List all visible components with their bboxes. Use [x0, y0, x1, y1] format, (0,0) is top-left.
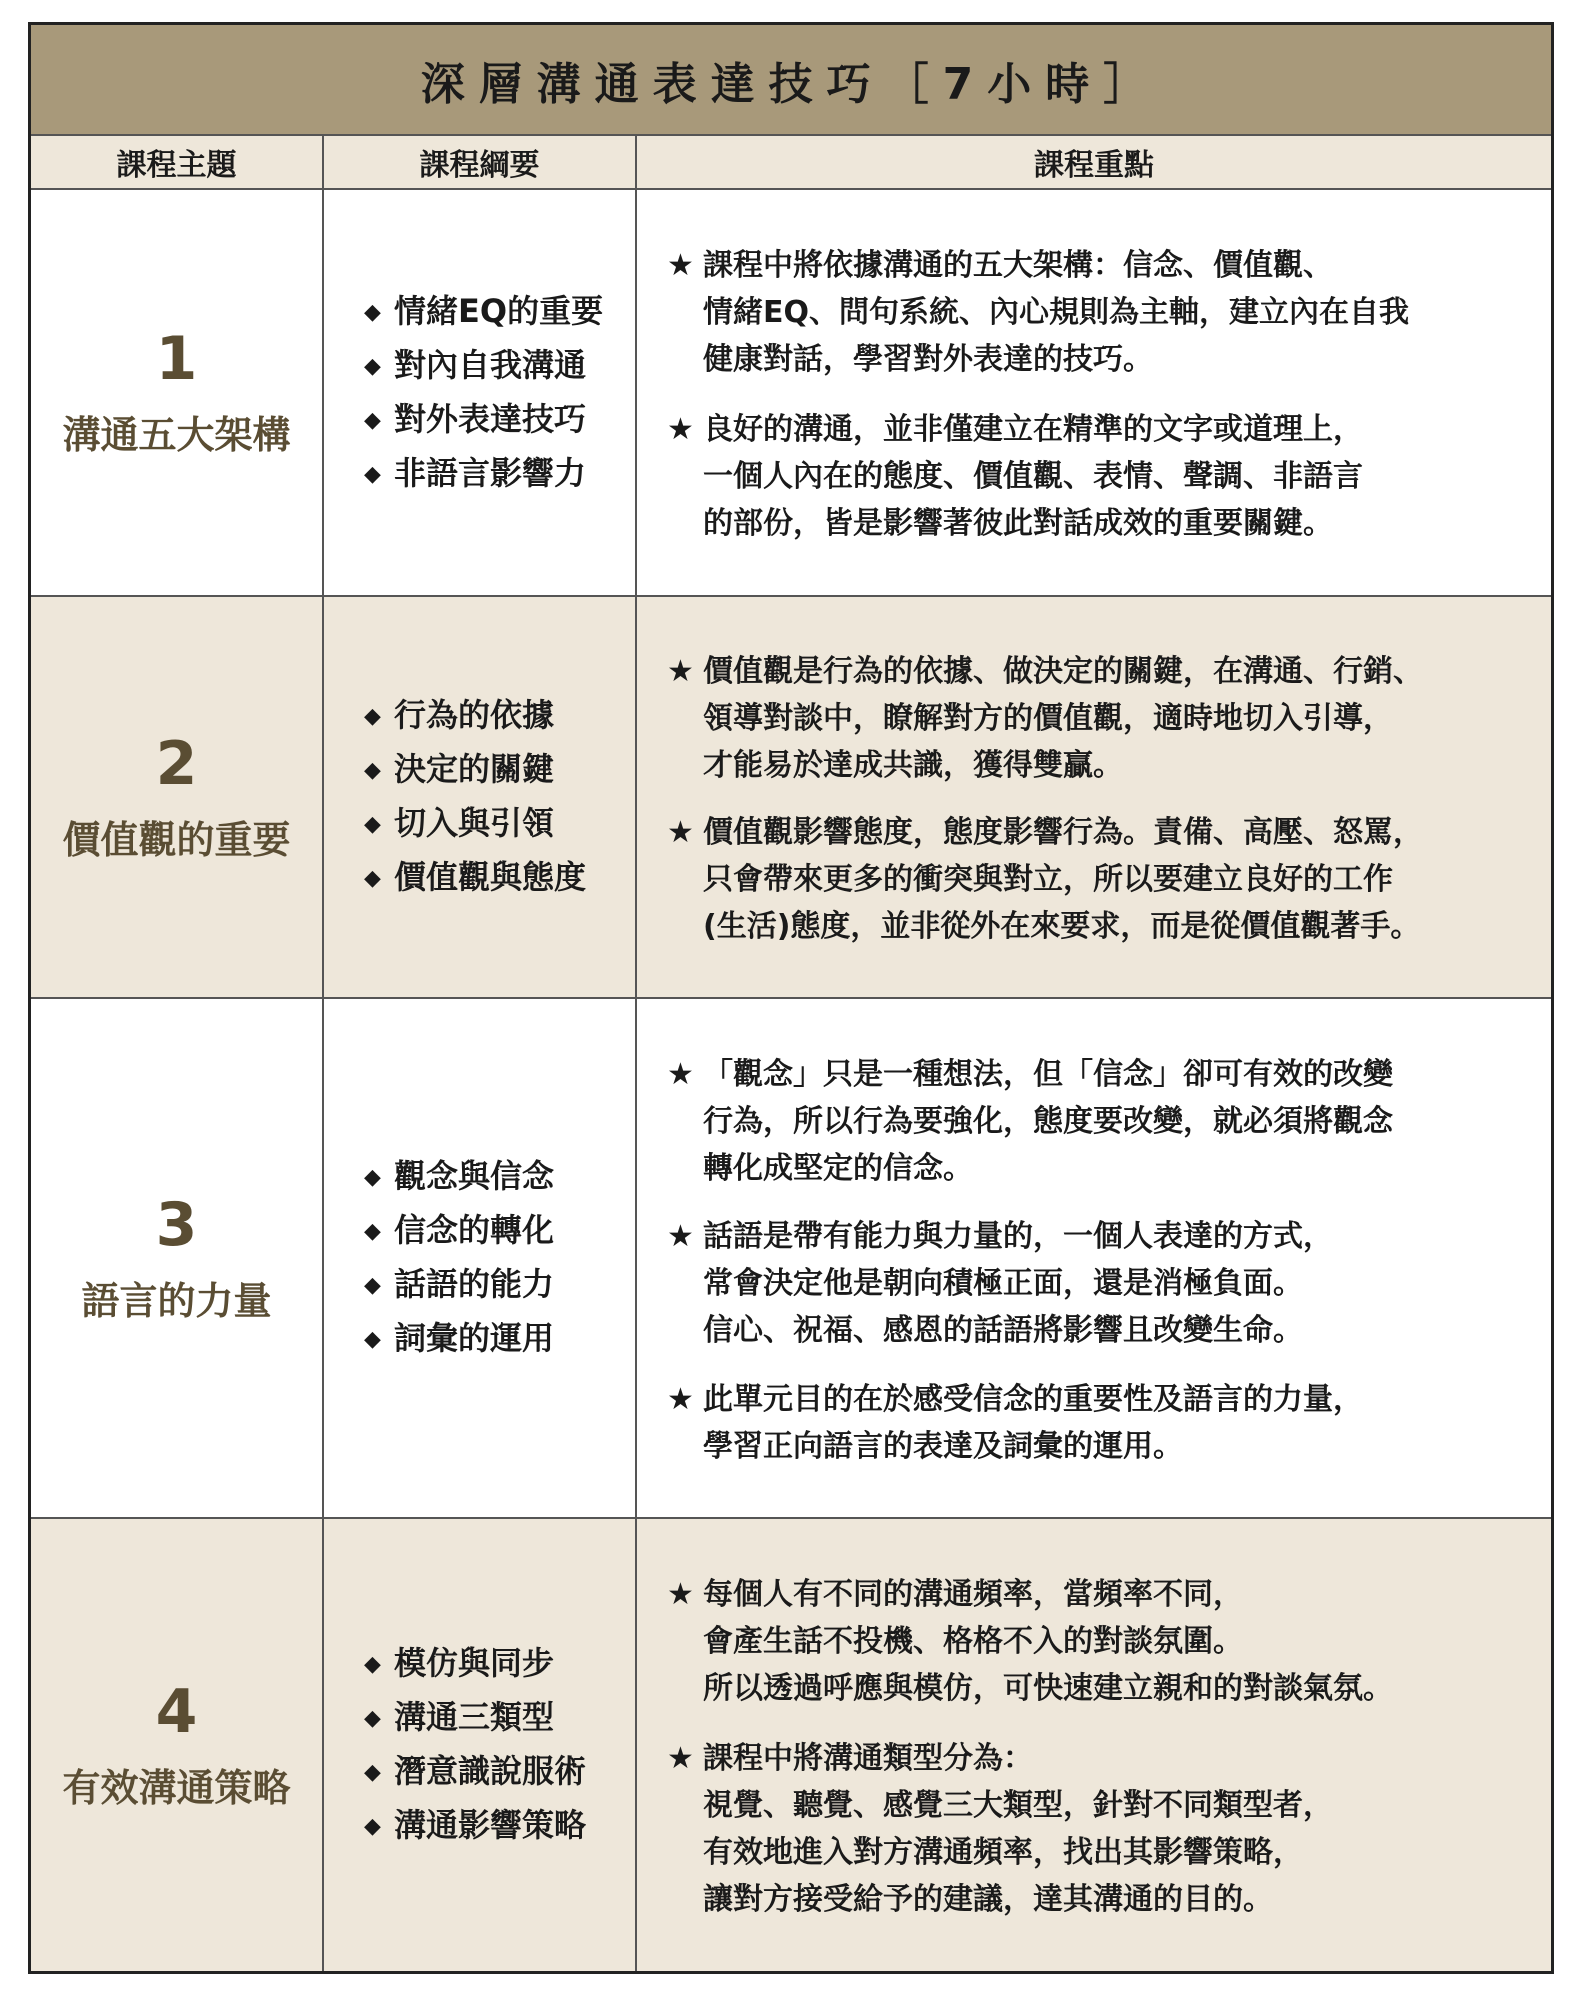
topic-number: 4 [155, 1676, 198, 1747]
outline-item [364, 1312, 554, 1366]
outline-item [364, 339, 603, 393]
topic-number: 2 [155, 728, 198, 799]
outline-item [364, 1150, 554, 1204]
outline-item-text: 行為的依據 [394, 696, 555, 734]
outline-cell [324, 999, 637, 1517]
key-point-text [703, 1213, 1333, 1354]
key-point-text [703, 1376, 1363, 1470]
star-bullet-icon: ★ [667, 1381, 694, 1417]
points-cell [637, 597, 1551, 997]
key-point-line: 良好的溝通，並非僅建立在精準的文字或道理上， [703, 411, 1363, 447]
outline-item [364, 1204, 554, 1258]
key-point-line: 的部份，皆是影響著彼此對話成效的重要關鍵。 [703, 505, 1333, 541]
outline-item-text: 詞彙的運用 [394, 1319, 555, 1357]
star-bullet-icon: ★ [667, 1577, 694, 1613]
topic-number: 3 [155, 1189, 198, 1260]
outline-item-text: 情緒EQ的重要 [394, 291, 604, 330]
table-body [31, 190, 1551, 1971]
header-topic: 課程主題 [31, 136, 324, 188]
key-point [667, 809, 1543, 950]
diamond-bullet-icon: ◆ [364, 758, 381, 783]
key-point-line: 會產生話不投機、格格不入的對談氛圍。 [703, 1624, 1243, 1660]
diamond-bullet-icon: ◆ [364, 812, 381, 837]
header-row [31, 136, 1551, 190]
key-point-line: 課程中將依據溝通的五大架構：信念、價值觀、 [703, 248, 1333, 284]
key-point-line: 價值觀影響態度，態度影響行為。責備、高壓、怒罵， [703, 815, 1423, 851]
key-point-line: 信心、祝福、感恩的話語將影響且改變生命。 [703, 1313, 1303, 1348]
topic-cell [31, 190, 324, 595]
outline-item-text: 對外表達技巧 [394, 399, 587, 438]
diamond-bullet-icon: ◆ [364, 1327, 381, 1352]
header-points: 課程重點 [1034, 148, 1154, 184]
outline-item [364, 689, 586, 743]
outline-list [364, 689, 586, 905]
outline-item-text: 信念的轉化 [394, 1211, 555, 1249]
key-point-line: 此單元目的在於感受信念的重要性及語言的力量， [703, 1381, 1363, 1417]
key-point-line: 每個人有不同的溝通頻率，當頻率不同， [703, 1577, 1243, 1613]
key-point-line: 視覺、聽覺、感覺三大類型，針對不同類型者， [703, 1787, 1333, 1823]
outline-cell [324, 190, 637, 595]
outline-item [364, 1258, 554, 1312]
outline-item [364, 447, 603, 501]
header-outline: 課程綱要 [324, 136, 637, 188]
topic-cell [31, 1519, 324, 1971]
diamond-bullet-icon: ◆ [364, 1760, 381, 1785]
table-row [31, 190, 1551, 597]
key-point-line: 健康對話，學習對外表達的技巧。 [703, 342, 1153, 378]
outline-item-text: 潛意識說服術 [394, 1752, 587, 1790]
outline-item-text: 模仿與同步 [394, 1644, 555, 1682]
outline-list [364, 285, 603, 501]
star-bullet-icon: ★ [667, 815, 694, 851]
topic-name: 有效溝通策略 [62, 1765, 291, 1810]
outline-item-text: 決定的關鍵 [394, 750, 555, 788]
table-row [31, 999, 1551, 1519]
key-point [667, 1051, 1543, 1192]
outline-item-text: 話語的能力 [394, 1265, 555, 1303]
topic-cell [31, 597, 324, 997]
outline-item-text: 溝通三類型 [394, 1698, 555, 1736]
outline-item [364, 1637, 586, 1691]
key-point-text [703, 242, 1409, 383]
key-point [667, 1376, 1543, 1470]
diamond-bullet-icon: ◆ [364, 1165, 381, 1190]
topic-name: 價值觀的重要 [62, 817, 291, 862]
table-title: 深層溝通表達技巧［7小時］ [31, 25, 1551, 136]
diamond-bullet-icon: ◆ [364, 704, 381, 729]
outline-item-text: 價值觀與態度 [394, 858, 587, 896]
points-cell [637, 190, 1551, 595]
diamond-bullet-icon: ◆ [364, 407, 381, 433]
diamond-bullet-icon: ◆ [364, 1706, 381, 1731]
key-point-text [703, 1735, 1333, 1923]
key-point [667, 406, 1543, 547]
diamond-bullet-icon: ◆ [364, 866, 381, 891]
star-bullet-icon: ★ [667, 1740, 694, 1776]
outline-item [364, 1799, 586, 1853]
key-point-line: 所以透過呼應與模仿，可快速建立親和的對談氣氛。 [703, 1671, 1393, 1707]
key-point-line: 只會帶來更多的衝突與對立，所以要建立良好的工作 [703, 862, 1393, 898]
outline-item [364, 1691, 586, 1745]
key-point-text [703, 406, 1363, 547]
outline-item [364, 797, 586, 851]
key-point-line: 課程中將溝通類型分為： [703, 1740, 1033, 1776]
key-point-line: 才能易於達成共識，獲得雙贏。 [703, 747, 1123, 783]
key-point [667, 1735, 1543, 1923]
key-point-line: 行為，所以行為要強化，態度要改變，就必須將觀念 [703, 1103, 1393, 1139]
outline-list [364, 1637, 586, 1853]
key-point-line: 一個人內在的態度、價值觀、表情、聲調、非語言 [703, 458, 1363, 494]
outline-cell [324, 597, 637, 997]
diamond-bullet-icon: ◆ [364, 1219, 381, 1244]
key-point-text [703, 1571, 1393, 1712]
outline-item [364, 393, 603, 447]
star-bullet-icon: ★ [667, 653, 694, 689]
outline-item-text: 溝通影響策略 [394, 1806, 587, 1844]
table-row [31, 1519, 1551, 1971]
outline-item-text: 非語言影響力 [394, 453, 587, 492]
course-table [28, 22, 1554, 1974]
diamond-bullet-icon: ◆ [364, 299, 381, 325]
star-bullet-icon: ★ [667, 1219, 694, 1254]
outline-item-text: 切入與引領 [394, 804, 555, 842]
key-point-text [703, 809, 1423, 950]
topic-name: 語言的力量 [81, 1278, 272, 1323]
key-point [667, 242, 1543, 383]
outline-list [364, 1150, 554, 1366]
topic-cell [31, 999, 324, 1517]
key-point-line: (生活)態度，並非從外在來要求，而是從價值觀著手。 [703, 909, 1421, 945]
key-point-line: 情緒EQ、問句系統、內心規則為主軸，建立內在自我 [703, 295, 1409, 331]
outline-item [364, 743, 586, 797]
outline-item [364, 285, 603, 339]
key-point [667, 1213, 1543, 1354]
key-point [667, 1571, 1543, 1712]
key-point-line: 轉化成堅定的信念。 [703, 1150, 973, 1186]
outline-item-text: 觀念與信念 [394, 1157, 555, 1195]
outline-item-text: 對內自我溝通 [394, 345, 587, 384]
outline-item [364, 851, 586, 905]
topic-number: 1 [155, 324, 198, 394]
key-point-text [703, 648, 1423, 789]
key-point-line: 話語是帶有能力與力量的，一個人表達的方式， [703, 1219, 1333, 1254]
outline-cell [324, 1519, 637, 1971]
key-point-line: 價值觀是行為的依據、做決定的關鍵，在溝通、行銷、 [703, 653, 1423, 689]
topic-name: 溝通五大架構 [62, 413, 291, 457]
diamond-bullet-icon: ◆ [364, 353, 381, 379]
diamond-bullet-icon: ◆ [364, 1273, 381, 1298]
star-bullet-icon: ★ [667, 1056, 694, 1092]
key-point-line: 常會決定他是朝向積極正面，還是消極負面。 [703, 1266, 1303, 1301]
diamond-bullet-icon: ◆ [364, 1814, 381, 1839]
star-bullet-icon: ★ [667, 411, 694, 447]
key-point-line: 學習正向語言的表達及詞彙的運用。 [703, 1428, 1183, 1464]
outline-item [364, 1745, 586, 1799]
diamond-bullet-icon: ◆ [364, 461, 381, 487]
key-point-line: 有效地進入對方溝通頻率，找出其影響策略， [703, 1834, 1303, 1870]
key-point-line: 領導對談中，瞭解對方的價值觀，適時地切入引導， [703, 700, 1393, 736]
key-point-text [703, 1051, 1393, 1192]
key-point-line: 「觀念」只是一種想法，但「信念」卻可有效的改變 [703, 1056, 1393, 1092]
points-cell [637, 1519, 1551, 1971]
key-point-line: 讓對方接受給予的建議，達其溝通的目的。 [703, 1881, 1273, 1917]
table-row [31, 597, 1551, 999]
key-point [667, 648, 1543, 789]
points-cell [637, 999, 1551, 1517]
diamond-bullet-icon: ◆ [364, 1652, 381, 1677]
star-bullet-icon: ★ [667, 248, 694, 284]
